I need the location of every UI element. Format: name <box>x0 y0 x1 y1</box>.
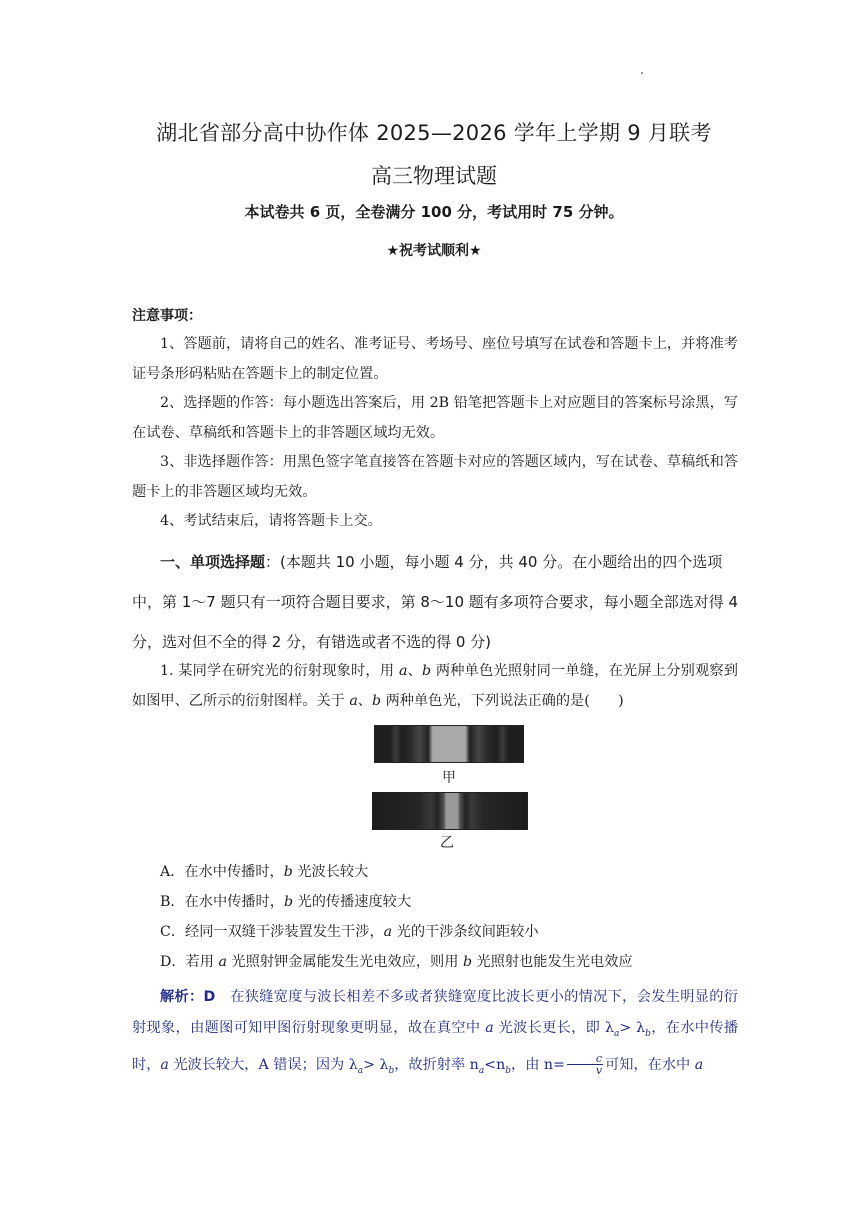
exam-subtitle: 高三物理试题 <box>371 164 497 188</box>
notice-heading: 注意事项： <box>132 308 202 324</box>
figure-caption-a: 甲 <box>442 770 456 786</box>
figure-caption-b: 乙 <box>440 835 454 851</box>
analysis-label: 解析：D <box>160 989 216 1005</box>
notice-item-4: 4、考试结束后，请将答题卡上交。 <box>160 513 382 529</box>
answer-analysis: 解析：D 在狭缝宽度与波长相差不多或者狭缝宽度比波长更小的情况下，会发生明显的衍射现象，由题图可知甲图衍射现象更明显，故在真空中 a 光波长更长，即 $\lambda_a> \lambda_b$，在水中传播时，a 光波长较大，A 错误；因为 $\lambda_a> \lambda_b$，故折射率 $n_a<n_b$，由 n= $\frac{c}{v}$ 可知，在水中 a <box>132 989 739 1078</box>
scan-speck <box>641 72 643 74</box>
option-d: D．若用 a 光照射钾金属能发生光电效应，则用 b 光照射也能发生光电效应 <box>160 954 633 970</box>
exam-title: 湖北省部分高中协作体 2025—2026 学年上学期 9 月联考 <box>156 121 712 145</box>
section-text: ：(本题共 10 小题，每小题 4 分，共 40 分。在小题给出的四个选项中，第 1～7 题只有一项符合题目要求，第 8～10 题有多项符合要求，每小题全部选对得 4 分，选对但不全的得 2 分，有错选或者不选的得 0 分) <box>132 553 739 651</box>
diffraction-pattern-b <box>372 792 528 830</box>
good-luck-line: ★祝考试顺利★ <box>386 243 482 259</box>
notice-item-2: 2、选择题的作答：每小题选出答案后，用 2B 铅笔把答题卡上对应题目的答案标号涂黑，写在试卷、草稿纸和答题卡上的非答题区域均无效。 <box>132 395 738 441</box>
question-1-stem: 1. 某同学在研究光的衍射现象时，用 a、b 两种单色光照射同一单缝，在光屏上分别观察到如图甲、乙所示的衍射图样。关于 a、b 两种单色光，下列说法正确的是( ) <box>132 663 738 709</box>
notice-item-3: 3、非选择题作答：用黑色签字笔直接答在答题卡对应的答题区域内，写在试卷、草稿纸和答题卡上的非答题区域均无效。 <box>132 454 738 500</box>
diffraction-pattern-a <box>374 725 524 763</box>
fraction-c-over-v: $\frac{c}{v}$ <box>567 1053 603 1076</box>
option-a: A．在水中传播时，b 光波长较大 <box>160 864 369 880</box>
exam-info: 本试卷共 6 页，全卷满分 100 分，考试用时 75 分钟。 <box>244 203 624 221</box>
notice-item-1: 1、答题前，请将自己的姓名、准考证号、考场号、座位号填写在试卷和答题卡上，并将准考证号条形码粘贴在答题卡上的制定位置。 <box>132 336 738 382</box>
option-b: B．在水中传播时，b 光的传播速度较大 <box>160 894 412 910</box>
section-instructions <box>132 542 744 662</box>
option-c: C．经同一双缝干涉装置发生干涉，a 光的干涉条纹间距较小 <box>160 924 539 940</box>
section-label: 一、单项选择题 <box>160 553 266 571</box>
